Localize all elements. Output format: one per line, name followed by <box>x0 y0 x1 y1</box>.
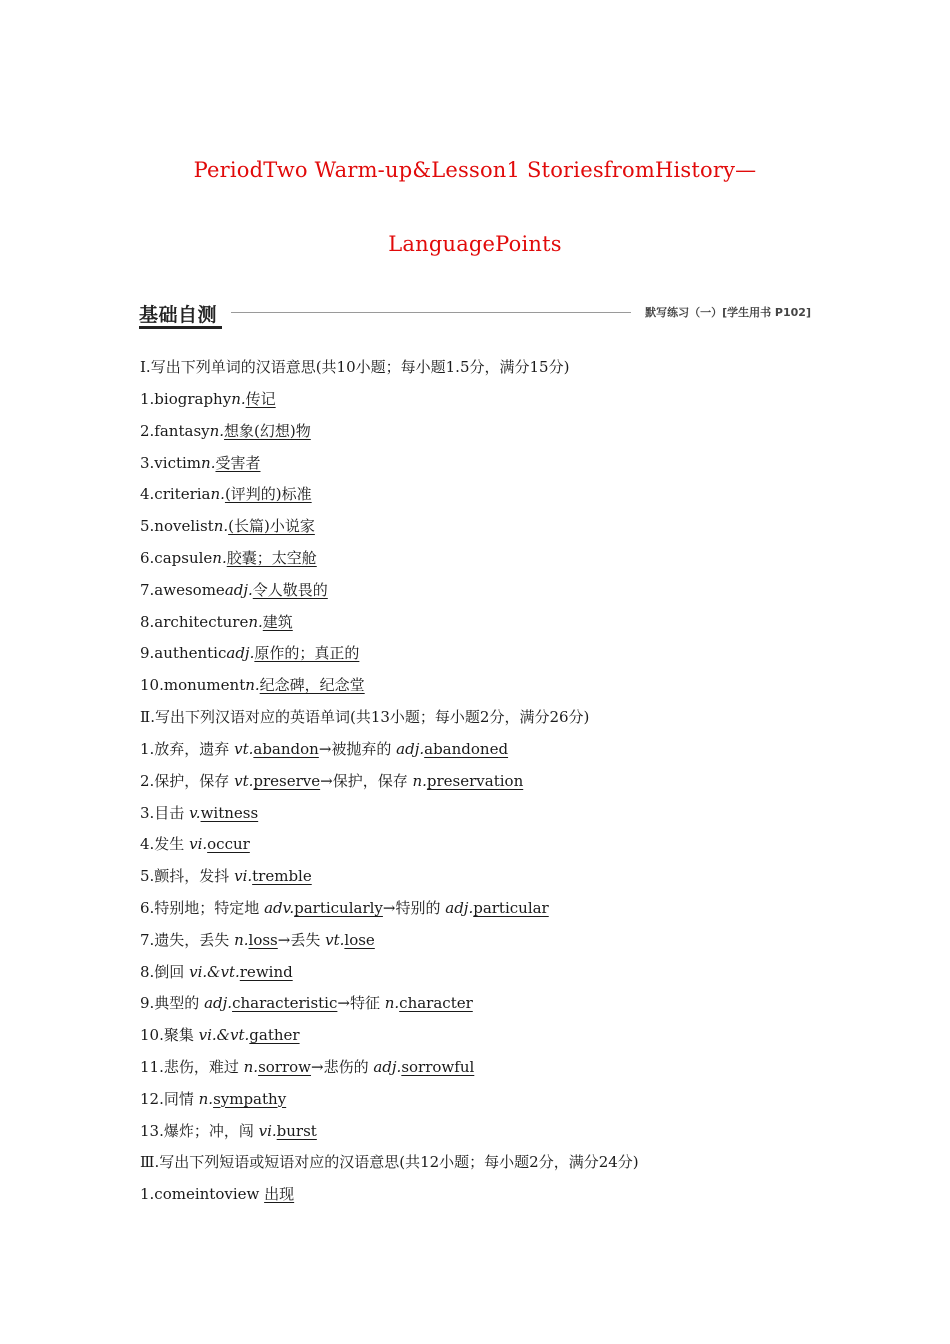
answer-text: burst <box>276 1121 317 1140</box>
section3-heading: Ⅲ.写出下列短语或短语对应的汉语意思(共12小题；每小题2分，满分24分) <box>140 1153 639 1171</box>
list-item <box>140 1025 300 1045</box>
derived-answer-text: preservation <box>426 771 524 790</box>
part-of-speech: n. <box>209 421 225 440</box>
list-item <box>140 993 473 1013</box>
derived-meaning: →保护，保存 <box>320 771 413 790</box>
answer-text: abandon <box>253 740 319 758</box>
item-word: 4.criteria <box>140 485 211 504</box>
list-item <box>140 930 375 950</box>
list-item <box>140 580 328 600</box>
list-item <box>140 516 315 536</box>
answer-text: 纪念碑，纪念堂 <box>259 676 365 695</box>
list-item <box>140 421 311 441</box>
section-banner <box>139 300 811 330</box>
part-of-speech: n. <box>231 390 246 408</box>
item-meaning: 13.爆炸；冲，闯 <box>140 1121 259 1140</box>
part-of-speech: vi.&vt. <box>198 1026 250 1045</box>
list-item <box>140 453 261 473</box>
list-item <box>140 643 359 663</box>
answer-text: 令人敬畏的 <box>252 580 328 599</box>
item-meaning: 10.聚集 <box>140 1026 199 1045</box>
part-of-speech: vt. <box>234 771 254 790</box>
part-of-speech: n. <box>384 994 400 1013</box>
part-of-speech: vi. <box>234 867 253 886</box>
list-item <box>140 389 276 409</box>
item-word: 10.monument <box>140 676 246 695</box>
part-of-speech: v. <box>189 803 201 822</box>
part-of-speech: vi.&vt. <box>189 962 240 981</box>
part-of-speech: adv. <box>264 899 295 917</box>
list-item <box>140 866 312 886</box>
item-word: 3.victim <box>140 453 202 472</box>
part-of-speech: n. <box>248 612 263 631</box>
item-meaning: 3.目击 <box>140 803 190 822</box>
derived-meaning: →悲伤的 <box>311 1058 374 1076</box>
banner-reference: 默写练习（一）[学生用书 P102] <box>645 306 811 319</box>
answer-text: sympathy <box>213 1089 287 1108</box>
list-item <box>140 771 523 791</box>
part-of-speech: n. <box>243 1058 259 1076</box>
item-word: 6.capsule <box>140 549 213 567</box>
item-word: 9.authentic <box>140 644 227 663</box>
item-word: 7.awesome <box>140 580 225 599</box>
item-meaning: 12.同情 <box>140 1089 199 1108</box>
answer-text: preserve <box>253 771 321 790</box>
item-meaning: 5.颤抖，发抖 <box>140 867 235 886</box>
item-phrase: 1.comeintoview <box>140 1185 265 1203</box>
part-of-speech: adj. <box>204 994 233 1013</box>
item-meaning: 4.发生 <box>140 835 190 854</box>
item-meaning: 7.遗失，丢失 <box>140 930 235 949</box>
answer-text: 胶囊；太空舱 <box>226 549 317 567</box>
derived-meaning: →丢失 <box>277 930 326 949</box>
derived-answer-text: particular <box>473 899 549 917</box>
item-word: 2.fantasy <box>140 421 210 440</box>
derived-answer-text: sorrowful <box>401 1058 475 1076</box>
page-title-line2: LanguagePoints <box>388 232 562 256</box>
item-meaning: 9.典型的 <box>140 994 205 1013</box>
answer-text: rewind <box>239 962 293 981</box>
list-item <box>140 739 508 759</box>
answer-text: sorrow <box>258 1058 312 1076</box>
page-title-line1: PeriodTwo Warm-up&Lesson1 StoriesfromHistory— <box>193 158 757 182</box>
item-meaning: 6.特别地；特定地 <box>140 899 265 917</box>
derived-answer-text: lose <box>344 930 375 949</box>
part-of-speech: n. <box>213 517 229 536</box>
derived-answer-text: character <box>399 994 473 1013</box>
derived-answer-text: abandoned <box>424 740 509 758</box>
list-item <box>140 612 293 632</box>
part-of-speech: vt. <box>234 740 254 758</box>
list-item <box>140 898 549 918</box>
part-of-speech: vi. <box>189 835 208 854</box>
answer-text: 出现 <box>264 1185 295 1203</box>
section2-heading: Ⅱ.写出下列汉语对应的英语单词(共13小题；每小题2分，满分26分) <box>140 708 590 726</box>
list-item <box>140 1057 474 1077</box>
part-of-speech: adj. <box>445 899 474 917</box>
list-item <box>140 1184 294 1204</box>
answer-text: gather <box>249 1026 300 1045</box>
answer-text: loss <box>248 930 278 949</box>
part-of-speech: n. <box>245 676 260 695</box>
part-of-speech: n. <box>234 930 249 949</box>
banner-label: 基础自测 <box>139 304 218 326</box>
item-meaning: 8.倒回 <box>140 962 190 981</box>
answer-text: 建筑 <box>262 612 293 631</box>
list-item <box>140 1121 317 1141</box>
part-of-speech: n. <box>198 1089 214 1108</box>
answer-text: characteristic <box>232 994 338 1013</box>
answer-text: (评判的)标准 <box>224 485 312 504</box>
item-meaning: 2.保护，保存 <box>140 771 235 790</box>
section1-heading: Ⅰ.写出下列单词的汉语意思(共10小题；每小题1.5分，满分15分) <box>140 358 570 376</box>
derived-meaning: →特别的 <box>382 899 446 917</box>
part-of-speech: n. <box>212 549 227 567</box>
list-item <box>140 834 250 854</box>
answer-text: occur <box>207 835 250 854</box>
part-of-speech: vi. <box>258 1121 277 1140</box>
item-word: 5.novelist <box>140 517 214 536</box>
answer-text: 传记 <box>245 390 276 408</box>
answer-text: witness <box>200 803 259 822</box>
part-of-speech: adj. <box>226 644 255 663</box>
part-of-speech: n. <box>412 771 427 790</box>
part-of-speech: adj. <box>373 1058 402 1076</box>
item-meaning: 11.悲伤，难过 <box>140 1058 244 1076</box>
list-item <box>140 1089 286 1109</box>
answer-text: 原作的；真正的 <box>254 644 360 663</box>
answer-text: particularly <box>294 899 383 917</box>
part-of-speech: vt. <box>325 930 345 949</box>
derived-meaning: →特征 <box>337 994 385 1013</box>
item-word: 1.biography <box>140 390 232 408</box>
banner-divider <box>231 312 631 313</box>
item-word: 8.architecture <box>140 612 249 631</box>
part-of-speech: adj. <box>396 740 425 758</box>
answer-text: 受害者 <box>215 453 261 472</box>
list-item <box>140 803 258 823</box>
answer-text: 想象(幻想)物 <box>224 421 311 440</box>
part-of-speech: n. <box>201 453 216 472</box>
answer-text: tremble <box>252 867 312 886</box>
list-item <box>140 675 365 695</box>
banner-underline <box>139 326 222 329</box>
list-item <box>140 548 317 568</box>
part-of-speech: n. <box>210 485 225 504</box>
derived-meaning: →被抛弃的 <box>318 740 397 758</box>
part-of-speech: adj. <box>224 580 253 599</box>
item-meaning: 1.放弃，遗弃 <box>140 740 235 758</box>
list-item <box>140 962 293 982</box>
answer-text: (长篇)小说家 <box>228 517 315 536</box>
list-item <box>140 484 312 504</box>
